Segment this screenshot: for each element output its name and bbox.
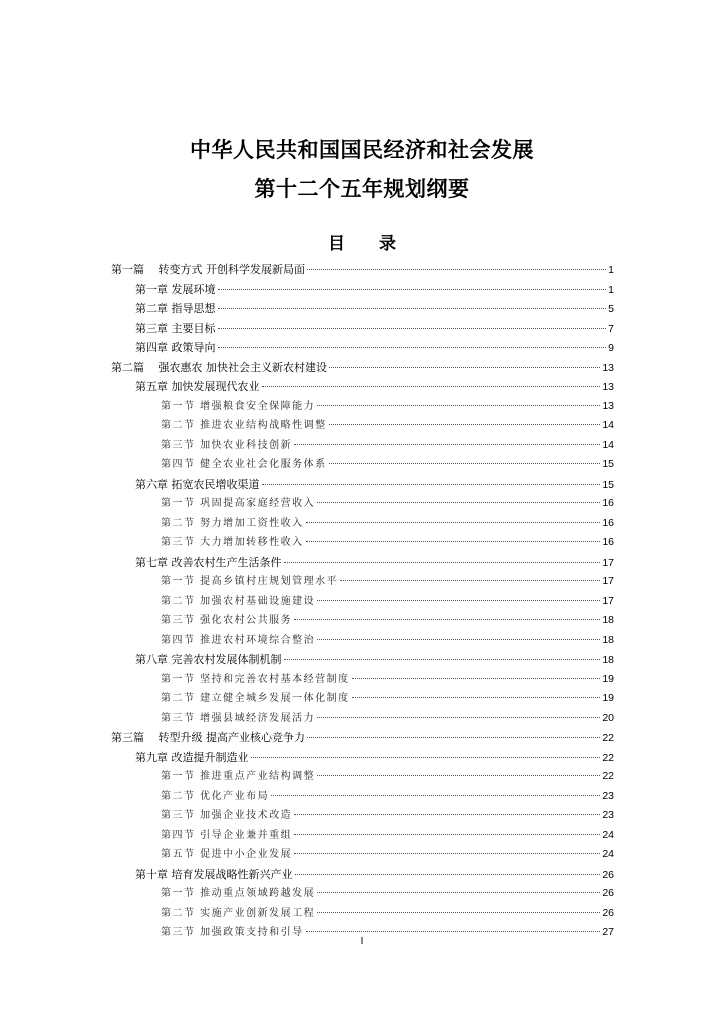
toc-entry-label: 第四节 健全农业社会化服务体系 xyxy=(161,459,327,470)
toc-entry-label: 第二篇 强农惠农 加快社会主义新农村建设 xyxy=(111,360,327,374)
toc-entry-label: 第十章 培育发展战略性新兴产业 xyxy=(135,867,293,881)
toc-dot-leader xyxy=(317,405,600,406)
toc-dot-leader xyxy=(218,347,607,348)
toc-dot-leader xyxy=(307,269,606,270)
toc-dot-leader xyxy=(306,931,601,932)
toc-dot-leader xyxy=(294,853,600,854)
toc-section-entry[interactable] xyxy=(111,884,614,904)
toc-dot-leader xyxy=(352,697,601,698)
toc-section-entry[interactable] xyxy=(111,787,614,807)
toc-entry-label: 第三节 加强企业技术改造 xyxy=(161,810,293,821)
toc-entry-page: 26 xyxy=(602,868,614,881)
toc-entry-label: 第五章 加快发展现代农业 xyxy=(135,380,260,393)
toc-dot-leader xyxy=(317,892,600,893)
toc-dot-leader xyxy=(294,814,600,815)
toc-entry-page: 22 xyxy=(602,732,614,744)
toc-entry-page: 17 xyxy=(602,556,614,569)
toc-entry-label: 第三节 增强县域经济发展活力 xyxy=(161,712,316,724)
toc-entry-label: 第一篇 转变方式 开创科学发展新局面 xyxy=(111,263,305,276)
toc-entry-label: 第二节 建立健全城乡发展一体化制度 xyxy=(161,693,350,704)
toc-entry-label: 第一节 推进重点产业结构调整 xyxy=(161,771,316,782)
toc-entry-label: 第三节 大力增加转移性收入 xyxy=(161,537,304,548)
toc-entry-label: 第二节 推进农业结构战略性调整 xyxy=(161,420,327,431)
toc-entry-label: 第一节 增强粮食安全保障能力 xyxy=(161,400,316,412)
toc-dot-leader xyxy=(340,580,600,581)
toc-entry-label: 第三节 加快农业科技创新 xyxy=(161,439,293,451)
toc-dot-leader xyxy=(317,502,600,503)
toc-entry-page: 24 xyxy=(602,848,614,860)
toc-dot-leader xyxy=(317,600,600,601)
toc-part-entry[interactable] xyxy=(111,358,614,378)
toc-section-entry[interactable] xyxy=(111,845,614,865)
toc-dot-leader xyxy=(294,444,600,445)
toc-section-entry[interactable] xyxy=(111,826,614,846)
page-number: I xyxy=(360,936,364,947)
toc-dot-leader xyxy=(294,834,600,835)
toc-section-entry[interactable] xyxy=(111,767,614,787)
toc-entry-page: 27 xyxy=(602,926,614,938)
toc-entry-label: 第三节 加强政策支持和引导 xyxy=(161,927,304,938)
toc-chapter-entry[interactable] xyxy=(111,553,614,573)
toc-entry-page: 15 xyxy=(602,478,614,491)
toc-dot-leader xyxy=(329,424,601,425)
toc-entry-page: 18 xyxy=(602,633,614,646)
toc-entry-page: 14 xyxy=(602,438,614,451)
toc-dot-leader xyxy=(329,367,600,368)
toc-entry-label: 第四章 政策导向 xyxy=(135,341,216,354)
toc-entry-page: 13 xyxy=(602,399,614,412)
toc-part-entry[interactable] xyxy=(111,260,614,280)
toc-dot-leader xyxy=(317,775,600,776)
toc-entry-label: 第四节 推进农村环境综合整治 xyxy=(161,634,316,646)
toc-entry-label: 第六章 拓宽农民增收渠道 xyxy=(135,477,260,491)
toc-entry-page: 24 xyxy=(602,828,614,841)
contents-heading: 目 录 xyxy=(328,234,396,254)
toc-section-entry[interactable] xyxy=(111,670,614,690)
toc-entry-page: 23 xyxy=(602,789,614,802)
toc-entry-page: 26 xyxy=(602,887,614,899)
toc-section-entry[interactable] xyxy=(111,689,614,709)
toc-chapter-entry[interactable] xyxy=(111,280,614,300)
toc-section-entry[interactable] xyxy=(111,455,614,475)
toc-entry-page: 19 xyxy=(602,672,614,685)
toc-dot-leader xyxy=(329,463,601,464)
toc-dot-leader xyxy=(317,717,600,718)
toc-chapter-entry[interactable] xyxy=(111,338,614,358)
toc-chapter-entry[interactable] xyxy=(111,319,614,339)
toc-entry-page: 17 xyxy=(602,594,614,607)
toc-chapter-entry[interactable] xyxy=(111,475,614,495)
toc-entry-page: 13 xyxy=(602,381,614,393)
toc-entry-page: 23 xyxy=(602,809,614,821)
toc-dot-leader xyxy=(262,386,601,387)
toc-section-entry[interactable] xyxy=(111,436,614,456)
toc-entry-page: 22 xyxy=(602,751,614,764)
toc-entry-page: 15 xyxy=(602,458,614,470)
toc-entry-page: 16 xyxy=(602,497,614,509)
toc-section-entry[interactable] xyxy=(111,611,614,631)
toc-entry-label: 第八章 完善农村发展体制机制 xyxy=(135,653,282,666)
toc-entry-label: 第二节 优化产业布局 xyxy=(161,790,270,802)
toc-dot-leader xyxy=(218,308,607,309)
toc-section-entry[interactable] xyxy=(111,904,614,924)
toc-dot-leader xyxy=(218,289,607,290)
toc-entry-page: 19 xyxy=(602,692,614,704)
toc-dot-leader xyxy=(306,541,601,542)
toc-entry-page: 17 xyxy=(602,575,614,587)
toc-entry-page: 20 xyxy=(602,711,614,724)
toc-dot-leader xyxy=(317,639,600,640)
toc-entry-label: 第三节 强化农村公共服务 xyxy=(161,615,293,626)
toc-entry-page: 16 xyxy=(602,516,614,529)
toc-dot-leader xyxy=(284,659,601,660)
toc-entry-label: 第一节 坚持和完善农村基本经营制度 xyxy=(161,673,350,685)
toc-dot-leader xyxy=(317,912,600,913)
document-title-line1: 中华人民共和国国民经济和社会发展 xyxy=(190,138,534,162)
toc-entry-page: 7 xyxy=(608,322,614,335)
document-title-line2: 第十二个五年规划纲要 xyxy=(254,177,470,201)
toc-dot-leader xyxy=(307,737,600,738)
toc-section-entry[interactable] xyxy=(111,514,614,534)
toc-entry-label: 第三篇 转型升级 提高产业核心竞争力 xyxy=(111,731,305,744)
toc-entry-label: 第五节 促进中小企业发展 xyxy=(161,849,293,860)
toc-dot-leader xyxy=(284,562,601,563)
toc-section-entry[interactable] xyxy=(111,806,614,826)
toc-dot-leader xyxy=(262,484,601,485)
toc-chapter-entry[interactable] xyxy=(111,748,614,768)
toc-entry-label: 第一章 发展环境 xyxy=(135,282,216,296)
toc-section-entry[interactable] xyxy=(111,533,614,553)
toc-entry-label: 第一节 推动重点领域跨越发展 xyxy=(161,888,316,899)
toc-entry-page: 16 xyxy=(602,536,614,548)
toc-entry-page: 5 xyxy=(608,303,614,315)
toc-chapter-entry[interactable] xyxy=(111,299,614,319)
toc-entry-page: 14 xyxy=(602,419,614,431)
toc-section-entry[interactable] xyxy=(111,416,614,436)
toc-entry-label: 第二节 加强农村基础设施建设 xyxy=(161,595,316,607)
toc-section-entry[interactable] xyxy=(111,709,614,729)
table-of-contents xyxy=(111,260,614,943)
toc-entry-label: 第二章 指导思想 xyxy=(135,302,216,315)
toc-entry-page: 26 xyxy=(602,906,614,919)
toc-entry-label: 第二节 努力增加工资性收入 xyxy=(161,517,304,529)
toc-dot-leader xyxy=(352,678,601,679)
toc-entry-page: 18 xyxy=(602,654,614,666)
toc-section-entry[interactable] xyxy=(111,572,614,592)
toc-entry-page: 1 xyxy=(608,264,614,276)
toc-chapter-entry[interactable] xyxy=(111,865,614,885)
toc-section-entry[interactable] xyxy=(111,592,614,612)
toc-chapter-entry[interactable] xyxy=(111,377,614,397)
toc-section-entry[interactable] xyxy=(111,397,614,417)
toc-entry-label: 第一节 巩固提高家庭经营收入 xyxy=(161,498,316,509)
toc-entry-page: 1 xyxy=(608,283,614,296)
toc-entry-label: 第三章 主要目标 xyxy=(135,321,216,335)
toc-dot-leader xyxy=(218,328,607,329)
toc-entry-label: 第一节 提高乡镇村庄规划管理水平 xyxy=(161,576,339,587)
toc-entry-label: 第七章 改善农村生产生活条件 xyxy=(135,555,282,569)
toc-dot-leader xyxy=(251,757,601,758)
toc-section-entry[interactable] xyxy=(111,494,614,514)
toc-entry-page: 22 xyxy=(602,770,614,782)
toc-entry-label: 第二节 实施产业创新发展工程 xyxy=(161,907,316,919)
toc-entry-page: 9 xyxy=(608,342,614,354)
toc-entry-page: 13 xyxy=(602,361,614,374)
toc-section-entry[interactable] xyxy=(111,631,614,651)
toc-entry-page: 18 xyxy=(602,614,614,626)
toc-chapter-entry[interactable] xyxy=(111,650,614,670)
toc-dot-leader xyxy=(295,874,601,875)
toc-entry-label: 第九章 改造提升制造业 xyxy=(135,750,249,764)
toc-dot-leader xyxy=(306,522,601,523)
toc-entry-label: 第四节 引导企业兼并重组 xyxy=(161,829,293,841)
toc-part-entry[interactable] xyxy=(111,728,614,748)
toc-dot-leader xyxy=(271,795,600,796)
toc-dot-leader xyxy=(294,619,600,620)
